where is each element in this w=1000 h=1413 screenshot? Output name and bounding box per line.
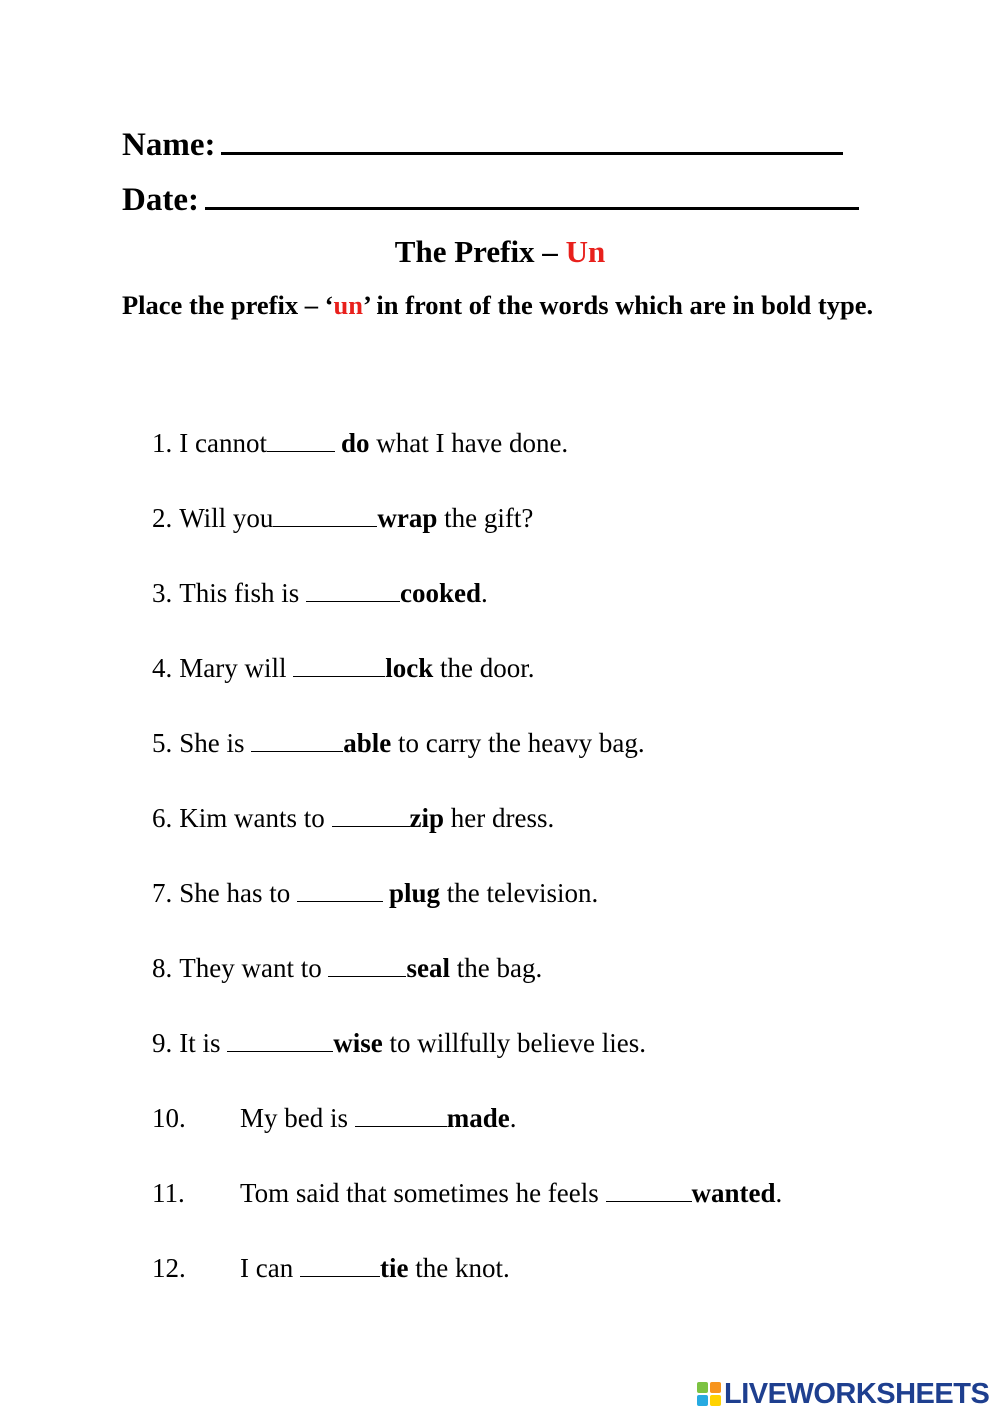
bold-root-word: zip [409, 803, 445, 833]
question-number: 8. [152, 953, 173, 983]
name-field[interactable] [122, 122, 843, 165]
question-text-before: Tom said that sometimes he feels [240, 1178, 606, 1208]
answer-blank[interactable] [306, 579, 400, 602]
answer-blank[interactable] [328, 954, 406, 977]
date-label: Date: [122, 182, 199, 218]
question-text-after: the television. [440, 878, 599, 908]
question-text-before: She has to [179, 878, 297, 908]
question-item [152, 1251, 510, 1285]
question-item [152, 726, 645, 760]
question-item [152, 876, 598, 910]
bold-root-word: made [446, 1103, 510, 1133]
logo-square-green [697, 1382, 708, 1393]
title-highlight: Un [565, 234, 606, 269]
question-number: 12. [152, 1253, 186, 1283]
logo-square-orange [710, 1382, 721, 1393]
question-number: 5. [152, 728, 173, 758]
answer-blank[interactable] [606, 1179, 692, 1202]
instruction-part2: ’ in front of the words which are in bold type. [362, 290, 874, 320]
bold-root-word: tie [379, 1253, 409, 1283]
answer-blank[interactable] [355, 1104, 447, 1127]
bold-root-word: lock [385, 653, 434, 683]
question-text-before: I can [240, 1253, 300, 1283]
question-number: 9. [152, 1028, 173, 1058]
question-text-before: Mary will [179, 653, 294, 683]
question-text-before: This fish is [179, 578, 307, 608]
question-text-before: Kim wants to [179, 803, 332, 833]
question-number: 4. [152, 653, 173, 683]
logo-square-yellow [710, 1395, 721, 1406]
question-item [152, 1176, 782, 1210]
liveworksheets-logo-icon [697, 1382, 721, 1406]
question-text-after: the bag. [449, 953, 543, 983]
date-blank-line[interactable] [205, 177, 859, 210]
answer-blank[interactable] [293, 654, 385, 677]
question-number: 3. [152, 578, 173, 608]
bold-root-word: cooked [400, 578, 482, 608]
question-text-after: the knot. [408, 1253, 510, 1283]
question-text-after: to carry the heavy bag. [391, 728, 645, 758]
question-text-after: her dress. [444, 803, 555, 833]
question-text-after: . [509, 1103, 517, 1133]
logo-square-cyan [697, 1395, 708, 1406]
question-text-before: She is [179, 728, 252, 758]
question-number: 11. [152, 1178, 185, 1208]
bold-root-word: seal [406, 953, 450, 983]
question-text-after: the gift? [437, 503, 534, 533]
bold-root-word: do [340, 428, 370, 458]
question-item [152, 501, 533, 535]
question-item [152, 951, 542, 985]
question-text-after: the door. [433, 653, 535, 683]
question-text-before: I cannot [179, 428, 267, 458]
question-item [152, 426, 568, 460]
answer-blank[interactable] [297, 879, 383, 902]
question-item [152, 651, 535, 685]
bold-root-word: wanted [691, 1178, 776, 1208]
question-text-before: They want to [179, 953, 329, 983]
instructions [122, 286, 882, 324]
answer-blank[interactable] [267, 429, 335, 452]
date-field[interactable] [122, 177, 859, 220]
question-text-after: . [775, 1178, 783, 1208]
bold-root-word: wise [333, 1028, 383, 1058]
question-number: 2. [152, 503, 173, 533]
name-label: Name: [122, 127, 216, 163]
question-text-after: . [481, 578, 488, 608]
instruction-part1: Place the prefix – ‘ [122, 290, 334, 320]
instruction-highlight: un [333, 290, 363, 320]
question-text-before: Will you [179, 503, 274, 533]
question-text-after: what I have done. [369, 428, 569, 458]
question-item [152, 801, 554, 835]
answer-blank[interactable] [251, 729, 343, 752]
answer-blank[interactable] [300, 1254, 380, 1277]
question-number: 6. [152, 803, 173, 833]
question-text-after: to willfully believe lies. [382, 1028, 646, 1058]
answer-blank[interactable] [332, 804, 410, 827]
question-text-before: My bed is [240, 1103, 355, 1133]
bold-root-word: plug [389, 878, 441, 908]
answer-blank[interactable] [227, 1029, 333, 1052]
worksheet-title [0, 232, 1000, 272]
question-number: 7. [152, 878, 173, 908]
question-item [152, 576, 488, 610]
question-number: 10. [152, 1103, 186, 1133]
liveworksheets-logo [697, 1376, 989, 1412]
liveworksheets-logo-text: LIVEWORKSHEETS [724, 1377, 990, 1410]
answer-blank[interactable] [273, 504, 377, 527]
question-number: 1. [152, 428, 173, 458]
bold-root-word: wrap [377, 503, 438, 533]
bold-root-word: able [343, 728, 392, 758]
question-item [152, 1026, 646, 1060]
question-item [152, 1101, 517, 1135]
question-text-before: It is [179, 1028, 228, 1058]
title-text: The Prefix – [394, 234, 566, 269]
name-blank-line[interactable] [221, 122, 843, 155]
